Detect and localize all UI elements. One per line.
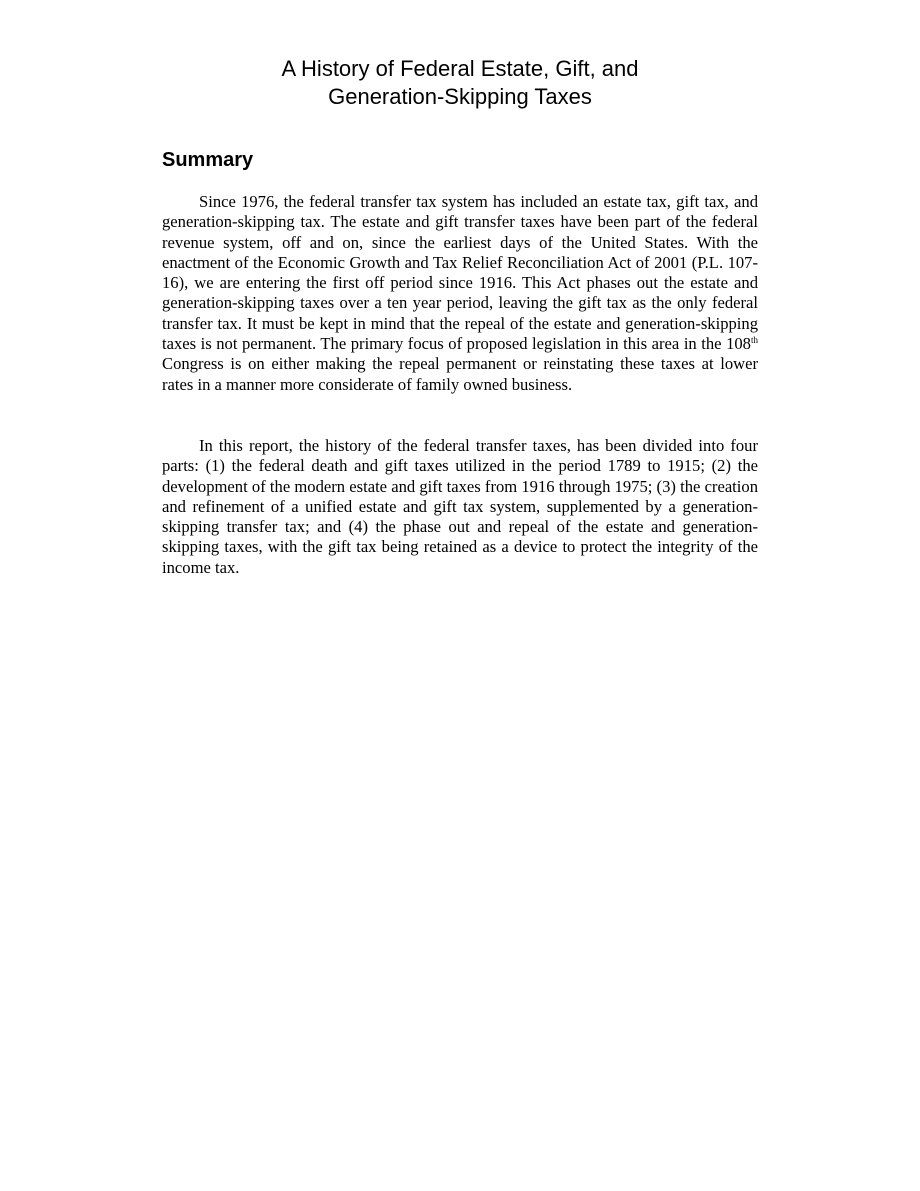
paragraph-1-text-after-superscript: Congress is on either making the repeal permanent or reinstating these taxes at lower rates in a manner more considerate of family owned business. bbox=[162, 354, 758, 394]
summary-paragraph-1 bbox=[162, 192, 758, 395]
title-line-2: Generation-Skipping Taxes bbox=[328, 84, 592, 109]
paragraph-1-text-before-superscript: Since 1976, the federal transfer tax system has included an estate tax, gift tax, and generation-skipping tax. The estate and gift transfer taxes have been part of the federal revenue system, off and on, since the earliest days of the United States. With the enactment of the Economic Growth and Tax Relief Reconciliation Act of 2001 (P.L. 107-16), we are entering the first off period since 1916. This Act phases out the estate and generation-skipping taxes over a ten year period, leaving the gift tax as the only federal transfer tax. It must be kept in mind that the repeal of the estate and generation-skipping taxes is not permanent. The primary focus of proposed legislation in this area in the 108 bbox=[162, 192, 758, 354]
summary-heading: Summary bbox=[162, 149, 254, 171]
title-line-1: A History of Federal Estate, Gift, and bbox=[281, 56, 639, 81]
ordinal-superscript: th bbox=[750, 335, 758, 346]
document-title bbox=[160, 55, 760, 111]
summary-paragraph-2: In this report, the history of the federal transfer taxes, has been divided into four parts: (1) the federal death and gift taxes utilized in the period 1789 to 1915; (2) the development of the modern estate and gift taxes from 1916 through 1975; (3) the creation and refinement of a unified estate and gift tax system, supplemented by a generation-skipping transfer tax; and (4) the phase out and repeal of the estate and generation-skipping taxes, with the gift tax being retained as a device to protect the integrity of the income tax. bbox=[162, 436, 758, 577]
